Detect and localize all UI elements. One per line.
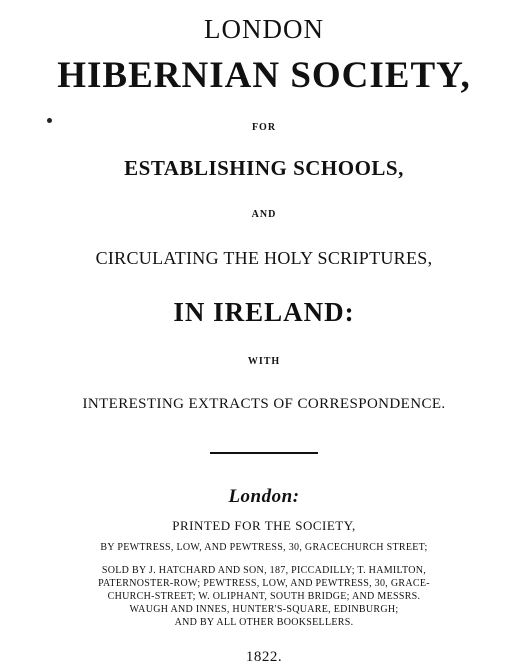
title-line-for: FOR [251,122,277,133]
title-line-extracts: INTERESTING EXTRACTS OF CORRESPONDENCE. [82,396,446,412]
sellers-line: SOLD BY J. HATCHARD AND SON, 187, PICCADILLY; T. HAMILTON, [101,565,427,576]
imprint-city: London: [228,486,300,507]
sellers-line: WAUGH AND INNES, HUNTER'S-SQUARE, EDINBURGH; [129,604,399,615]
sellers-line: BY PEWTRESS, LOW, AND PEWTRESS, 30, GRACECHURCH STREET; [100,542,428,553]
publication-year: 1822. [245,649,283,665]
divider-rule [210,452,318,454]
title-line-and: AND [251,209,277,220]
title-line-scriptures: CIRCULATING THE HOLY SCRIPTURES, [95,248,433,268]
sellers-line: AND BY ALL OTHER BOOKSELLERS. [174,617,354,628]
title-line-ireland: IN IRELAND: [173,297,355,327]
title-line-with: WITH [247,356,281,367]
sellers-line: CHURCH-STREET; W. OLIPHANT, SOUTH BRIDGE; AND MESSRS. [107,591,421,602]
title-line-london: LONDON [204,14,324,44]
title-line-society: HIBERNIAN SOCIETY, [57,55,471,96]
sellers-line: PATERNOSTER-ROW; PEWTRESS, LOW, AND PEWTRESS, 30, GRACE- [98,578,430,589]
title-line-schools: ESTABLISHING SCHOOLS, [124,156,404,180]
printed-for-line: PRINTED FOR THE SOCIETY, [172,518,356,533]
